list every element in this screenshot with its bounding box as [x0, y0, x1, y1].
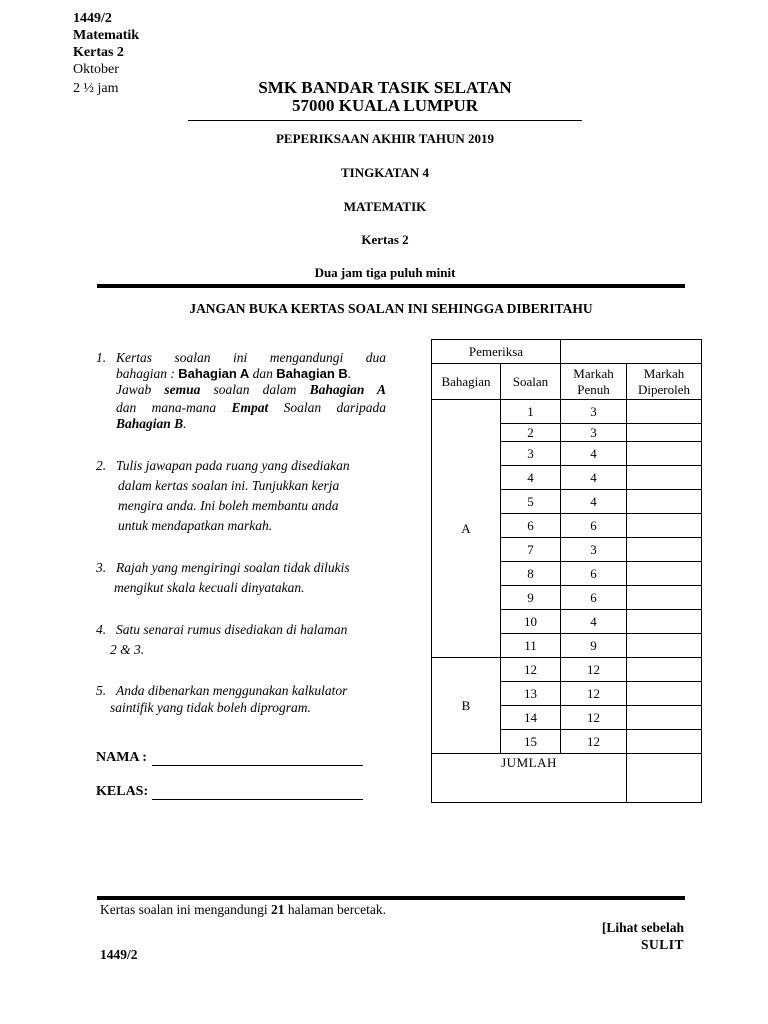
page-count-text: Kertas soalan ini mengandungi [100, 902, 271, 917]
exam-form: TINGKATAN 4 [341, 165, 429, 180]
header-line: Penuh [577, 381, 610, 397]
obtained-marks-cell[interactable] [627, 490, 702, 514]
instruction-4 [96, 620, 396, 660]
sulit-label: SULIT [640, 937, 684, 952]
obtained-marks-cell[interactable] [627, 682, 702, 706]
instruction-text: . [347, 366, 352, 381]
full-marks: 12 [561, 706, 627, 730]
instruction-bold: Bahagian A [309, 382, 386, 397]
page-count-number: 21 [270, 902, 285, 917]
warning-text: JANGAN BUKA KERTAS SOALAN INI SEHINGGA DIBERITAHU [189, 301, 593, 316]
table-row [432, 754, 702, 803]
header-line: Diperoleh [638, 381, 690, 397]
corner-code: 1449/2 [73, 11, 112, 26]
table-row [432, 400, 702, 424]
corner-month: Oktober [73, 62, 119, 77]
full-marks: 4 [561, 610, 627, 634]
instruction-text: Tulis jawapan pada ruang yang disediakan [116, 458, 350, 473]
question-number: 10 [501, 610, 561, 634]
instruction-text: bahagian : [116, 366, 179, 381]
thick-rule-top [97, 284, 685, 288]
table-row [432, 340, 702, 364]
obtained-marks-cell[interactable] [627, 514, 702, 538]
instruction-number: 2. [96, 458, 107, 473]
name-field[interactable] [152, 765, 363, 766]
question-number: 5 [501, 490, 561, 514]
instruction-bold: Bahagian A [178, 366, 250, 381]
table-row [432, 364, 702, 400]
instruction-number: 3. [96, 560, 107, 575]
page-count-text: halaman bercetak. [284, 902, 387, 917]
obtained-marks-cell[interactable] [627, 562, 702, 586]
instruction-text: dalam kertas soalan ini. Tunjukkan kerja [118, 478, 340, 493]
question-number: 11 [501, 634, 561, 658]
exam-title: PEPERIKSAAN AKHIR TAHUN 2019 [275, 131, 495, 146]
thick-rule-bottom [97, 896, 685, 900]
full-marks: 6 [561, 562, 627, 586]
exam-subject: MATEMATIK [343, 199, 427, 214]
instruction-text: . [183, 416, 187, 431]
instruction-bold: Bahagian B [116, 416, 184, 431]
header-rule [188, 120, 582, 121]
obtained-marks-cell[interactable] [627, 538, 702, 562]
instruction-1 [96, 348, 386, 434]
full-marks: 9 [561, 634, 627, 658]
instruction-text: Satu senarai rumus disediakan di halaman [116, 622, 348, 637]
instruction-text: soalan dalam [200, 382, 310, 397]
obtained-marks-column-header [627, 364, 702, 400]
footer-code: 1449/2 [100, 947, 138, 962]
full-marks: 4 [561, 442, 627, 466]
instruction-text: Rajah yang mengiringi soalan tidak dilukis [116, 560, 350, 575]
question-number: 2 [501, 424, 561, 442]
full-marks: 12 [561, 658, 627, 682]
full-marks-column-header [561, 364, 627, 400]
obtained-marks-cell[interactable] [627, 442, 702, 466]
obtained-marks-cell[interactable] [627, 586, 702, 610]
obtained-marks-cell[interactable] [627, 400, 702, 424]
examiner-signature-cell[interactable] [561, 340, 702, 364]
instruction-number: 5. [96, 683, 107, 698]
instruction-2 [96, 456, 396, 536]
instruction-bold: semua [164, 382, 201, 397]
question-number: 4 [501, 466, 561, 490]
turn-over-note: [Lihat sebelah [601, 920, 684, 935]
instruction-bold: Bahagian B [276, 366, 348, 381]
full-marks: 3 [561, 538, 627, 562]
instruction-text: Jawab [116, 382, 165, 397]
table-row [432, 658, 702, 682]
obtained-marks-cell[interactable] [627, 634, 702, 658]
name-label: NAMA : [96, 750, 147, 765]
question-number: 14 [501, 706, 561, 730]
question-number: 8 [501, 562, 561, 586]
full-marks: 3 [561, 424, 627, 442]
full-marks: 12 [561, 730, 627, 754]
exam-paper: Kertas 2 [361, 232, 409, 247]
question-number: 1 [501, 400, 561, 424]
full-marks: 6 [561, 586, 627, 610]
instruction-text: mengikut skala kecuali dinyatakan. [114, 580, 305, 595]
instruction-3 [96, 558, 396, 598]
instruction-text: untuk mendapatkan markah. [118, 518, 273, 533]
question-number: 6 [501, 514, 561, 538]
instruction-text: dan [249, 366, 277, 381]
question-number: 9 [501, 586, 561, 610]
class-label: KELAS: [96, 784, 149, 799]
full-marks: 3 [561, 400, 627, 424]
full-marks: 6 [561, 514, 627, 538]
obtained-marks-cell[interactable] [627, 730, 702, 754]
question-number: 15 [501, 730, 561, 754]
instruction-text: Kertas soalan ini mengandungi dua [116, 350, 386, 365]
section-a-cell: A [432, 400, 501, 658]
total-obtained-cell[interactable] [627, 754, 702, 803]
corner-duration: 2 ½ jam [73, 81, 119, 96]
total-label: JUMLAH [432, 754, 627, 803]
obtained-marks-cell[interactable] [627, 466, 702, 490]
question-number: 7 [501, 538, 561, 562]
instruction-number: 1. [96, 350, 107, 365]
exam-duration: Dua jam tiga puluh minit [314, 265, 456, 280]
question-number: 13 [501, 682, 561, 706]
question-column-header: Soalan [501, 364, 561, 400]
question-number: 12 [501, 658, 561, 682]
full-marks: 12 [561, 682, 627, 706]
instruction-text: Anda dibenarkan menggunakan kalkulator [116, 683, 348, 698]
obtained-marks-cell[interactable] [627, 706, 702, 730]
instruction-number: 4. [96, 622, 107, 637]
class-field[interactable] [152, 799, 363, 800]
obtained-marks-cell[interactable] [627, 424, 702, 442]
instruction-5 [96, 682, 396, 716]
obtained-marks-cell[interactable] [627, 610, 702, 634]
school-name: SMK BANDAR TASIK SELATAN [258, 78, 512, 97]
school-address: 57000 KUALA LUMPUR [291, 96, 479, 115]
question-number: 3 [501, 442, 561, 466]
section-column-header: Bahagian [432, 364, 501, 400]
corner-subject: Matematik [73, 28, 140, 43]
instruction-text: Soalan daripada [268, 400, 386, 415]
instruction-text: 2 & 3. [110, 642, 145, 657]
corner-paper: Kertas 2 [73, 45, 124, 60]
examiner-header: Pemeriksa [432, 340, 561, 364]
full-marks: 4 [561, 466, 627, 490]
section-b-cell: B [432, 658, 501, 754]
instruction-text: mengira anda. Ini boleh membantu anda [118, 498, 339, 513]
instruction-bold: Empat [231, 400, 269, 415]
header-line: Markah [573, 365, 614, 381]
instruction-text: saintifik yang tidak boleh diprogram. [110, 700, 311, 715]
page-count-note [100, 902, 386, 918]
full-marks: 4 [561, 490, 627, 514]
instruction-text: dan mana-mana [116, 400, 232, 415]
header-line: Markah [643, 365, 685, 381]
marks-table [431, 339, 702, 803]
obtained-marks-cell[interactable] [627, 658, 702, 682]
